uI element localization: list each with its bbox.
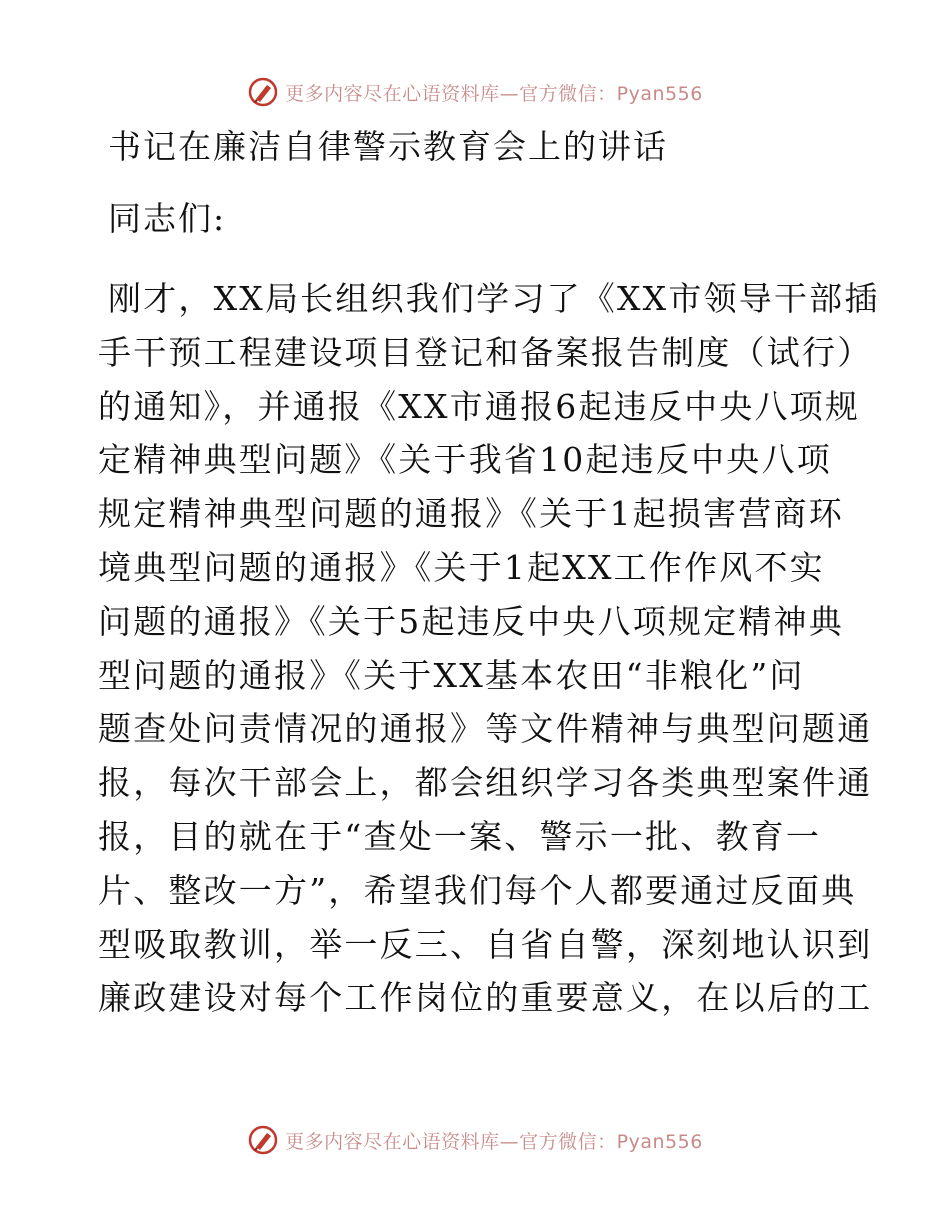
paragraph-line: 廉政建设对每个工作岗位的重要意义，在以后的工 [98,978,873,1018]
paragraph-line: 片、整改一方”，希望我们每个人都要通过反面典 [98,870,857,910]
paragraph-line: 的通知》，并通报《XX市通报6起违反中央八项规 [98,386,861,426]
paragraph-line: 手干预工程建设项目登记和备案报告制度（试行） [98,332,873,372]
paragraph-line: 报，目的就在于“查处一案、警示一批、教育一 [98,816,822,856]
pen-logo-icon [247,76,279,108]
header-watermark [0,72,950,112]
paragraph-line: 型吸取教训，举一反三、自省自警，深刻地认识到 [98,924,873,964]
salutation: 同志们: [108,199,227,238]
paragraph [98,272,880,1025]
paragraph-line: 定精神典型问题》《关于我省10起违反中央八项 [98,440,832,480]
paragraph-line: 题查处问责情况的通报》等文件精神与典型问题通 [98,709,873,749]
document-title: 书记在廉洁自律警示教育会上的讲话 [108,127,668,166]
watermark-text: 更多内容尽在心语资料库—官方微信：Pyan556 [285,1130,703,1153]
paragraph-line: 问题的通报》《关于5起违反中央八项规定精神典 [98,601,844,641]
watermark-text: 更多内容尽在心语资料库—官方微信：Pyan556 [285,82,703,105]
paragraph-line: 境典型问题的通报》《关于1起XX工作作风不实 [98,547,825,587]
document-body [98,122,880,1025]
paragraph-line: 规定精神典型问题的通报》《关于1起损害营商环 [98,494,844,534]
paragraph-line: 报，每次干部会上，都会组织学习各类典型案件通 [98,763,873,803]
footer-watermark [0,1120,950,1160]
paragraph-line: 刚才，XX局长组织我们学习了《XX市领导干部插 [108,279,880,318]
paragraph-line: 型问题的通报》《关于XX基本农田“非粮化”问 [98,655,805,695]
pen-logo-icon [247,1124,279,1156]
